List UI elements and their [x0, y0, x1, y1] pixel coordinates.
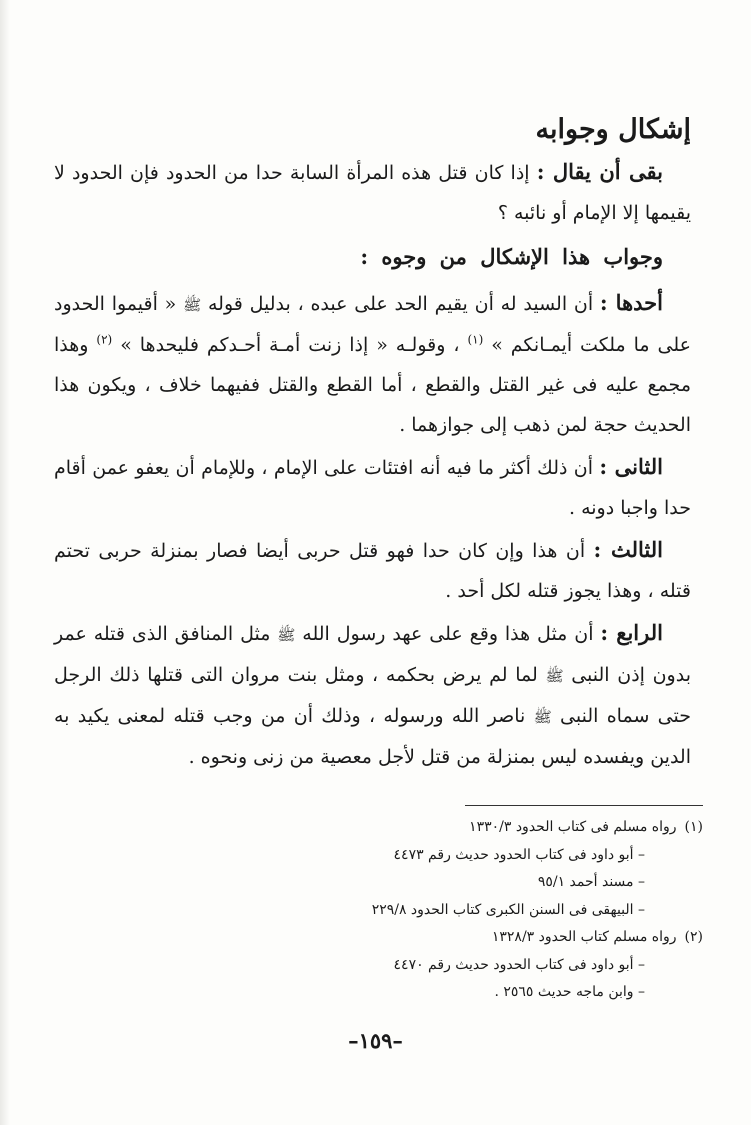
point-first-text-2: « أقيموا الحدود على ما ملكت أيمـانكم »	[54, 293, 691, 356]
footnote-1	[60, 814, 703, 842]
point-first-text-1: أن السيد له أن يقيم الحد على عبده ، بدليل قوله	[207, 293, 594, 315]
footnotes	[60, 814, 703, 1007]
point-third	[54, 530, 691, 611]
point-fourth-lead: الرابع :	[600, 620, 663, 645]
footnote-2-number: (٢)	[684, 929, 703, 945]
footnote-1-text: رواه مسلم فى كتاب الحدود ١٣٣٠/٣	[469, 819, 677, 835]
footnote-ref-1: (١)	[467, 332, 484, 347]
footnote-1-source: – البيهقى فى السنن الكبرى كتاب الحدود ٢٢٩/٨	[371, 901, 645, 918]
point-first-lead: أحدها :	[599, 290, 663, 315]
footnote-2-text: رواه مسلم كتاب الحدود ١٣٢٨/٣	[491, 929, 677, 945]
footnote-2-source: – أبو داود فى كتاب الحدود حديث رقم ٤٤٧٠	[393, 956, 645, 973]
point-first	[54, 283, 691, 445]
footnote-ref-2: (٢)	[96, 332, 113, 347]
point-third-lead: الثالث :	[593, 537, 663, 562]
answer-subheading: وجواب هذا الإشكال من وجوه :	[360, 244, 663, 269]
salutation-glyph: ﷺ	[277, 626, 296, 644]
point-fourth	[54, 613, 691, 777]
main-text	[54, 152, 691, 779]
page-edge-shadow	[0, 0, 10, 1125]
salutation-glyph: ﷺ	[533, 708, 552, 726]
point-first-text-3: ، وقولـه « إذا زنت أمـة أحـدكم فليحدها »	[120, 334, 460, 356]
footnote-1-source: – مسند أحمد ٩٥/١	[537, 874, 645, 890]
salutation-glyph: ﷺ	[183, 296, 202, 314]
page-number: –١٥٩–	[348, 1028, 403, 1053]
point-second-lead: الثانى :	[599, 454, 663, 479]
salutation-glyph: ﷺ	[545, 667, 564, 685]
intro-text: إذا كان قتل هذه المرأة السابة حدا من الحدود فإن الحدود لا يقيمها إلا الإمام أو نائبه ؟	[54, 162, 691, 224]
point-second	[54, 447, 691, 528]
footnote-2-source: – وابن ماجه حديث ٢٥٦٥ .	[494, 984, 645, 1000]
point-fourth-text-4: ناصر الله ورسوله ، وذلك أن من وجب قتله لمعنى يكيد به الدين ويفسده ليس بمنزلة من قتل لأجل معصية من زنى ونحوه .	[54, 705, 691, 768]
point-second-text: أن ذلك أكثر ما فيه أنه افتئات على الإمام ، وللإمام أن يعفو عمن أقام حدا واجبا دونه .	[54, 457, 691, 519]
point-fourth-text-2: مثل المنافق الذى قتله عمر بدون إذن النبى	[54, 623, 691, 686]
footnote-1-source: – أبو داود فى كتاب الحدود حديث رقم ٤٤٧٣	[393, 846, 645, 863]
point-fourth-text-1: أن مثل هذا وقع على عهد رسول الله	[302, 623, 594, 645]
point-fourth-text-3: لما لم يرض بحكمه ، ومثل بنت مروان التى قتلها ذلك الرجل حتى سماه النبى	[54, 664, 691, 727]
intro-lead: بقى أن يقال :	[536, 159, 663, 184]
point-third-text: أن هذا وإن كان حدا فهو قتل حربى أيضا فصار بمنزلة حربى تحتم قتله ، وهذا يجوز قتله لكل أحد .	[54, 540, 691, 602]
footnote-1-number: (١)	[684, 819, 703, 835]
point-first-text-4: وهذا مجمع عليه فى غير القتل والقطع ، أما القطع والقتل ففيهما خلاف ، ويكون هذا الحديث حجة لمن ذهب إلى جوازهما .	[54, 334, 691, 436]
footnote-divider	[465, 805, 703, 806]
intro-paragraph	[54, 152, 691, 233]
section-heading: إشكال وجوابه	[535, 114, 691, 145]
footnote-2	[60, 924, 703, 952]
